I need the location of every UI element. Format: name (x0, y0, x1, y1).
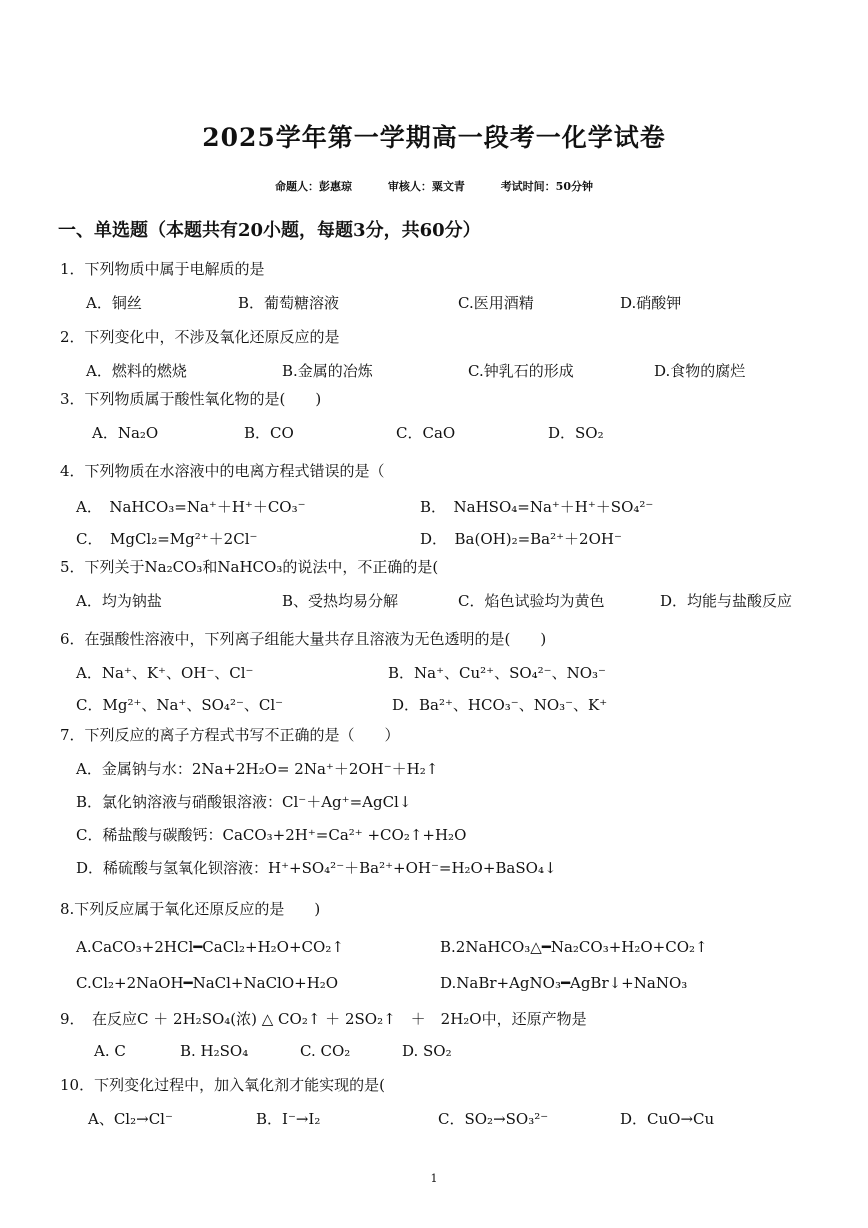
q7-option-a: A．金属钠与水：2Na+2H₂O= 2Na⁺＋2OH⁻＋H₂↑ (76, 760, 439, 778)
q2-option-a: A．燃料的燃烧 (86, 362, 187, 380)
q4-option-b: B． NaHSO₄=Na⁺＋H⁺＋SO₄²⁻ (420, 498, 654, 516)
question-4: 4．下列物质在水溶液中的电离方程式错误的是（ (60, 462, 385, 480)
q1-option-a: A．铜丝 (86, 294, 142, 312)
q10-option-c: C．SO₂→SO₃²⁻ (438, 1110, 549, 1128)
exam-meta (0, 178, 868, 194)
q6-option-c: C．Mg²⁺、Na⁺、SO₄²⁻、Cl⁻ (76, 696, 284, 714)
question-1: 1．下列物质中属于电解质的是 (60, 260, 265, 278)
question-5: 5．下列关于Na₂CO₃和NaHCO₃的说法中，不正确的是( (60, 558, 439, 576)
page-title: 2025学年第一学期高一段考一化学试卷 (202, 123, 666, 152)
q2-option-b: B.金属的冶炼 (282, 362, 373, 380)
reviewer: 审核人：粟文青 (387, 180, 465, 193)
q3-option-b: B．CO (244, 424, 294, 442)
q6-option-d: D．Ba²⁺、HCO₃⁻、NO₃⁻、K⁺ (392, 696, 608, 714)
question-9: 9． 在反应C ＋ 2H₂SO₄(浓) △ CO₂↑ ＋ 2SO₂↑ ＋ 2H₂O中，还原产物是 (60, 1010, 587, 1028)
q4-option-d: D． Ba(OH)₂=Ba²⁺＋2OH⁻ (420, 530, 622, 548)
q10-option-a: A、Cl₂→Cl⁻ (88, 1110, 173, 1128)
page-number: 1 (430, 1172, 438, 1185)
q4-option-a: A． NaHCO₃=Na⁺＋H⁺＋CO₃⁻ (76, 498, 306, 516)
q5-option-d: D．均能与盐酸反应 (660, 592, 793, 610)
question-10: 10．下列变化过程中，加入氧化剂才能实现的是( (60, 1076, 385, 1094)
q5-option-b: B、受热均易分解 (282, 592, 399, 610)
q6-option-a: A．Na⁺、K⁺、OH⁻、Cl⁻ (76, 664, 254, 682)
q9-option-c: C. CO₂ (300, 1042, 351, 1060)
section-heading: 一、单选题（本题共有20小题，每题3分，共60分） (58, 220, 481, 241)
q1-option-d: D.硝酸钾 (620, 294, 682, 312)
q8-option-b: B.2NaHCO₃△━Na₂CO₃+H₂O+CO₂↑ (440, 938, 708, 956)
author: 命题人：彭惠琼 (275, 180, 352, 193)
question-7: 7．下列反应的离子方程式书写不正确的是（ ） (60, 726, 400, 744)
q1-option-c: C.医用酒精 (458, 294, 534, 312)
q10-option-d: D．CuO→Cu (620, 1110, 715, 1128)
q7-option-b: B．氯化钠溶液与硝酸银溶液：Cl⁻＋Ag⁺=AgCl↓ (76, 793, 412, 811)
question-3: 3．下列物质属于酸性氧化物的是( ) (60, 390, 322, 408)
q1-option-b: B．葡萄糖溶液 (238, 294, 340, 312)
q3-option-c: C．CaO (396, 424, 456, 442)
question-6: 6．在强酸性溶液中，下列离子组能大量共存且溶液为无色透明的是( ) (60, 630, 547, 648)
q5-option-a: A．均为钠盐 (76, 592, 162, 610)
q2-option-c: C.钟乳石的形成 (468, 362, 574, 380)
q9-option-d: D. SO₂ (402, 1042, 452, 1060)
q3-option-a: A．Na₂O (92, 424, 159, 442)
q8-option-c: C.Cl₂+2NaOH━NaCl+NaClO+H₂O (76, 974, 339, 992)
q5-option-c: C．焰色试验均为黄色 (458, 592, 605, 610)
q7-option-d: D．稀硫酸与氢氧化钡溶液：H⁺+SO₄²⁻＋Ba²⁺+OH⁻=H₂O+BaSO₄↓ (76, 859, 557, 877)
q9-option-b: B. H₂SO₄ (180, 1042, 249, 1060)
q2-option-d: D.食物的腐烂 (654, 362, 746, 380)
exam-time: 考试时间：50分钟 (500, 180, 593, 193)
q4-option-c: C． MgCl₂=Mg²⁺＋2Cl⁻ (76, 530, 258, 548)
q8-option-a: A.CaCO₃+2HCl━CaCl₂+H₂O+CO₂↑ (76, 938, 344, 956)
q9-option-a: A. C (94, 1042, 126, 1060)
q6-option-b: B．Na⁺、Cu²⁺、SO₄²⁻、NO₃⁻ (388, 664, 606, 682)
question-8: 8.下列反应属于氧化还原反应的是 ) (60, 900, 321, 918)
question-2: 2．下列变化中，不涉及氧化还原反应的是 (60, 328, 340, 346)
q3-option-d: D．SO₂ (548, 424, 604, 442)
q7-option-c: C．稀盐酸与碳酸钙：CaCO₃+2H⁺=Ca²⁺ +CO₂↑+H₂O (76, 826, 467, 844)
q10-option-b: B．I⁻→I₂ (256, 1110, 321, 1128)
q8-option-d: D.NaBr+AgNO₃━AgBr↓+NaNO₃ (440, 974, 688, 992)
